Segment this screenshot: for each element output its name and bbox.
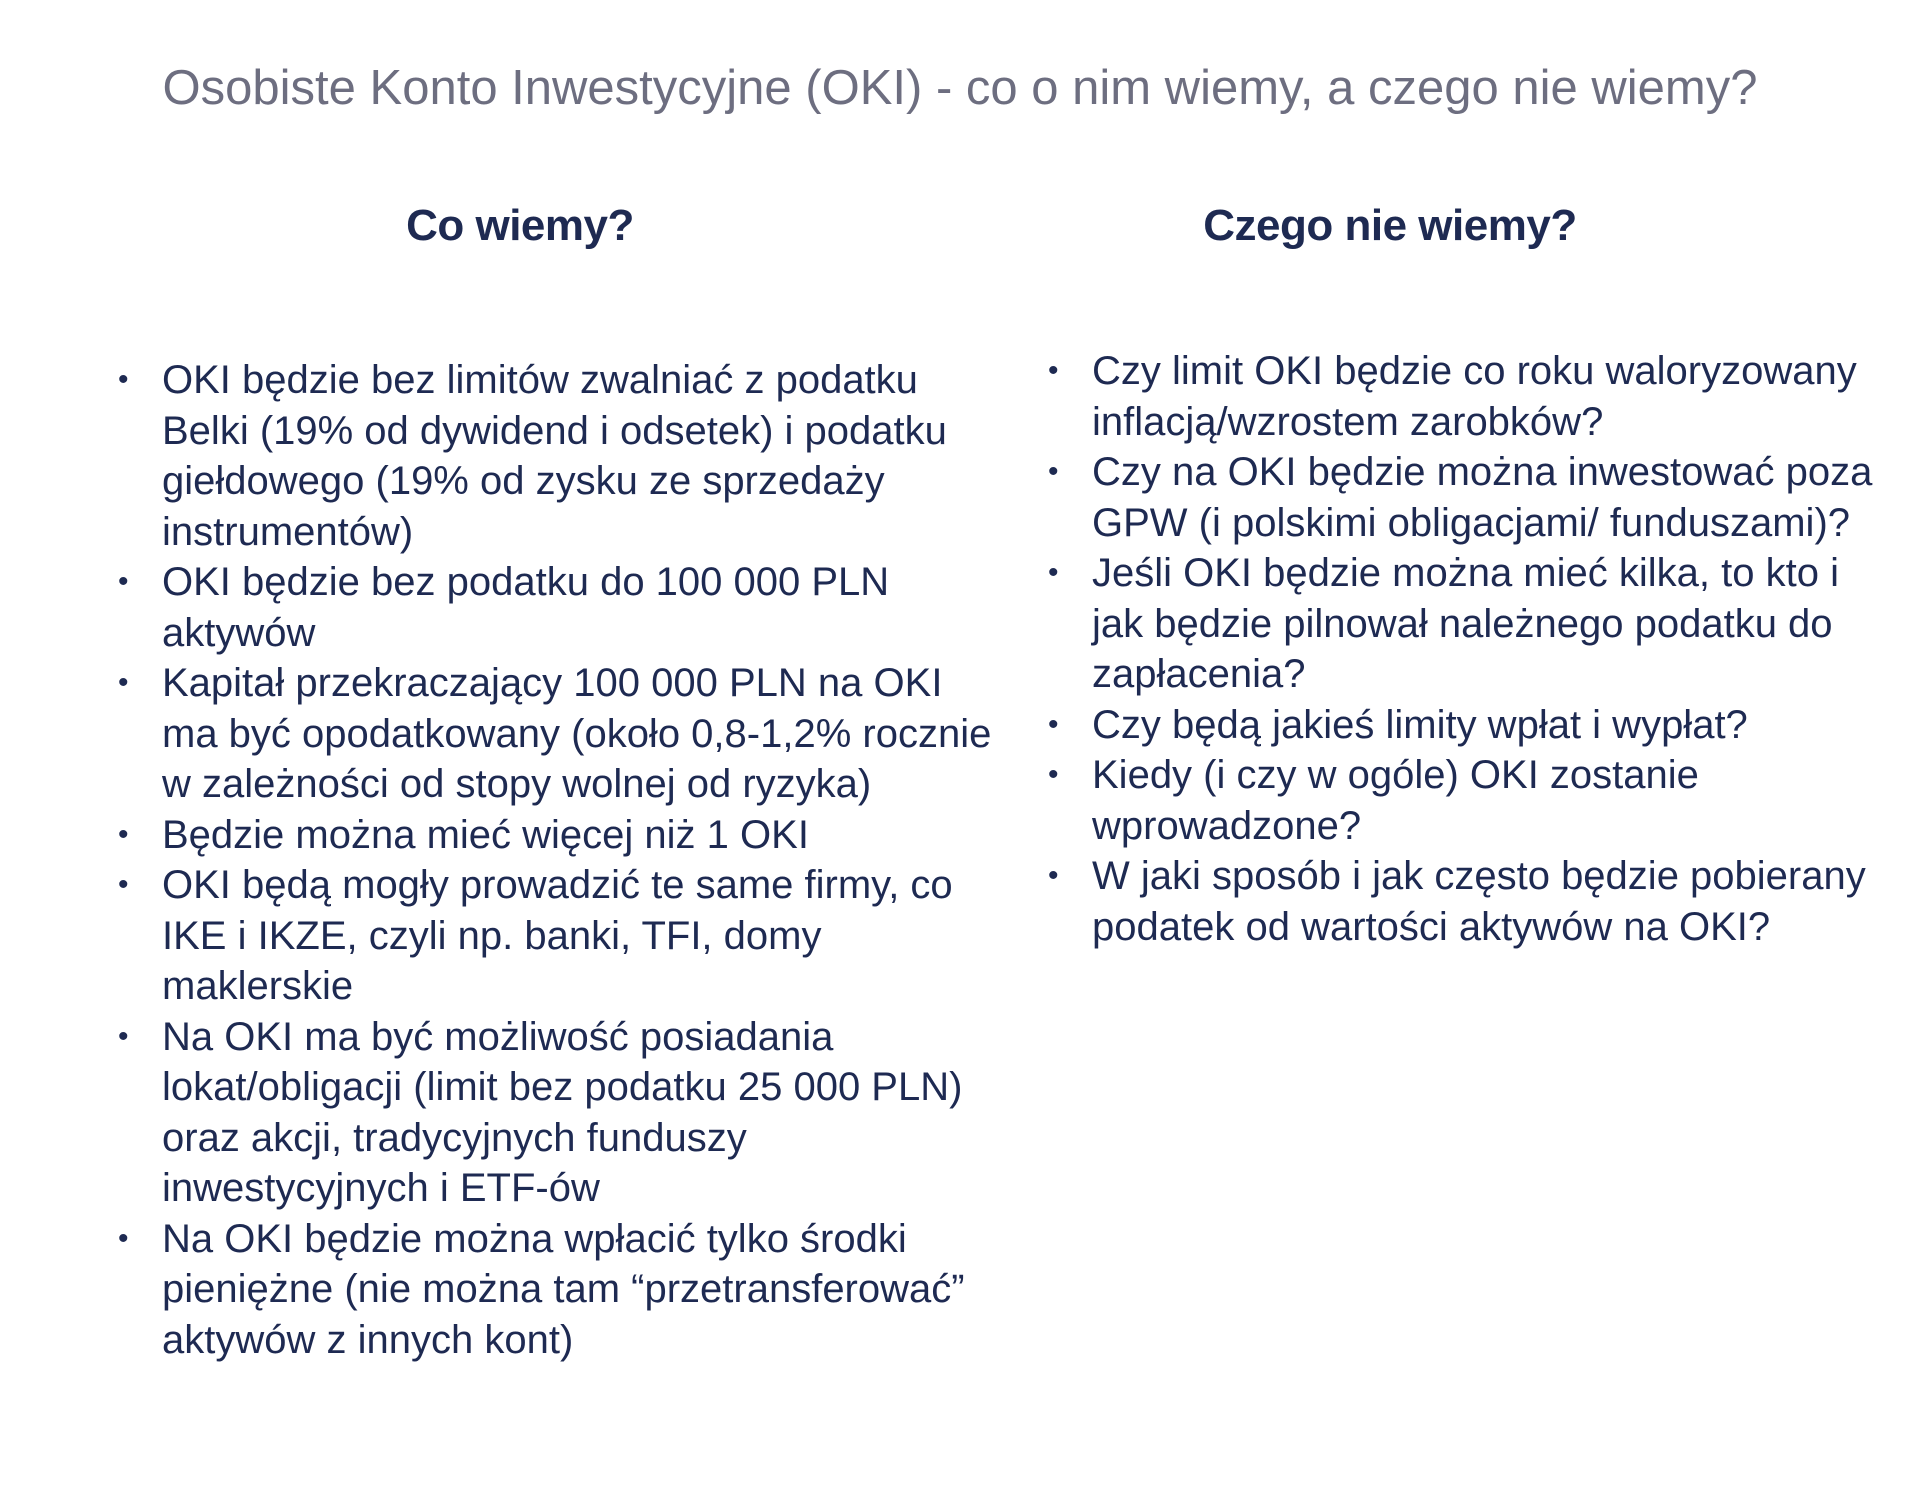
list-item-text: OKI będą mogły prowadzić te same firmy, co IKE i IKZE, czyli np. banki, TFI, domy maklerskie [162,863,953,1008]
list-item-text: Kiedy (i czy w ogóle) OKI zostanie wprowadzone? [1092,753,1699,848]
bullet-icon: • [118,868,129,901]
list-item [118,658,998,810]
bullet-icon: • [1048,707,1059,741]
list-item [1048,700,1873,751]
list-item-text: Jeśli OKI będzie można mieć kilka, to kto i jak będzie pilnował należnego podatku do zapłacenia? [1092,551,1839,696]
list-item [118,860,998,1012]
list-item-text: W jaki sposób i jak często będzie pobierany podatek od wartości aktywów na OKI? [1092,854,1866,949]
bullet-icon: • [118,565,129,598]
bullet-icon: • [118,1221,129,1255]
list-item-text: Kapitał przekraczający 100 000 PLN na OKI ma być opodatkowany (około 0,8-1,2% rocznie w zależności od stopy wolnej od ryzyka) [162,661,992,806]
list-item [118,1012,998,1214]
list-item [118,1214,998,1366]
list-item [1048,548,1873,700]
bullet-icon: • [118,666,129,699]
list-item [1048,346,1873,447]
bullet-icon: • [1048,455,1059,488]
list-item [118,355,998,557]
unknown-heading: Czego nie wiemy? [1203,201,1577,250]
list-item-text: Czy będą jakieś limity wpłat i wypłat? [1092,702,1748,747]
bullet-icon: • [1048,354,1059,387]
page-title: Osobiste Konto Inwestycyjne (OKI) - co o nim wiemy, a czego nie wiemy? [162,61,1758,115]
list-item [1048,447,1873,548]
list-item-text: Na OKI będzie można wpłacić tylko środki pieniężne (nie można tam “przetransferować” aktywów z innych kont) [162,1216,965,1362]
bullet-icon: • [1048,758,1059,791]
list-item [1048,851,1873,952]
list-item-text: Na OKI ma być możliwość posiadania lokat/obligacji (limit bez podatku 25 000 PLN) oraz akcji, tradycyjnych funduszy inwestycyjnych i ETF-ów [162,1014,963,1210]
bullet-icon: • [118,363,129,396]
known-facts-list [118,355,998,1365]
bullet-icon: • [1048,556,1059,589]
list-item [1048,750,1873,851]
list-item-text: Czy limit OKI będzie co roku waloryzowany inflacją/wzrostem zarobków? [1092,349,1857,444]
list-item [118,810,998,861]
unknown-questions-list [1048,346,1873,952]
list-item-text: Czy na OKI będzie można inwestować poza GPW (i polskimi obligacjami/ funduszami)? [1092,450,1873,545]
list-item-text: OKI będzie bez podatku do 100 000 PLN aktywów [162,560,890,655]
list-item [118,557,998,658]
bullet-icon: • [1048,859,1059,892]
list-item-text: OKI będzie bez limitów zwalniać z podatku Belki (19% od dywidend i odsetek) i podatku giełdowego (19% od zysku ze sprzedaży instrumentów) [162,358,947,554]
list-item-text: Będzie można mieć więcej niż 1 OKI [162,812,809,857]
bullet-icon: • [118,817,129,851]
known-heading: Co wiemy? [406,201,634,250]
bullet-icon: • [118,1019,129,1053]
